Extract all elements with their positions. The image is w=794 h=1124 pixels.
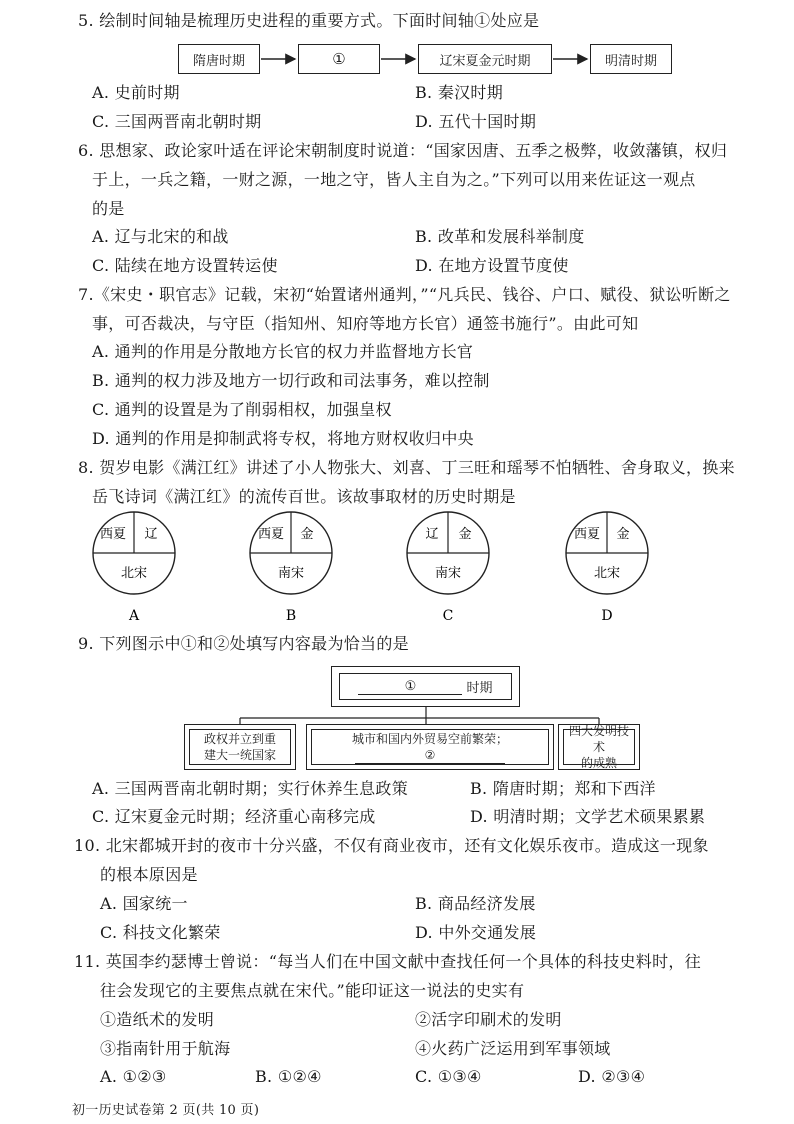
circle-a-label: A	[128, 608, 140, 623]
q7-stem-line-1: 7.《宋史・职官志》记载，宋初“始置诸州通判，”“凡兵民、钱谷、户口、赋役、狱讼听断之	[78, 285, 731, 304]
q6-option-b: B. 改革和发展科举制度	[415, 227, 585, 246]
q10-option-c: C. 科技文化繁荣	[100, 923, 221, 942]
q7-option-d: D. 通判的作用是抑制武将专权，将地方财权收归中央	[92, 429, 474, 448]
circle-b	[250, 512, 332, 623]
timeline-box-3: 辽宋夏金元时期	[418, 44, 552, 74]
q6-stem-line-1: 6. 思想家、政论家叶适在评论宋朝制度时说道：“国家因唐、五季之极弊，收敛藩镇，权归	[78, 141, 728, 160]
q11-option-c: C. ①③④	[415, 1067, 482, 1086]
q11-stem-line-1: 11. 英国李约瑟博士曾说：“每当人们在中国文献中查找任何一个具体的科技史料时，往	[74, 952, 702, 971]
q9-option-b: B. 隋唐时期；郑和下西洋	[470, 779, 656, 798]
q10-option-a: A. 国家统一	[100, 894, 188, 913]
circle-b-top-left: 西夏	[257, 527, 285, 542]
circle-a-bottom: 北宋	[120, 566, 148, 581]
q11-item-1: ①造纸术的发明	[100, 1010, 215, 1029]
q9-connectors	[0, 706, 794, 726]
q11-option-a: A. ①②③	[100, 1067, 167, 1086]
q9-box-mid	[306, 724, 554, 770]
circle-c-bottom: 南宋	[434, 566, 462, 581]
q11-option-d: D. ②③④	[578, 1067, 646, 1086]
q9-box-right-line-2: 的成熟	[580, 756, 617, 770]
circle-d-label: D	[601, 608, 613, 623]
q5-option-b: B. 秦汉时期	[415, 83, 504, 102]
circle-a-top-left: 西夏	[99, 527, 127, 542]
circle-c	[407, 512, 489, 623]
q9-blank-2: ②	[355, 747, 505, 764]
q6-option-c: C. 陆续在地方设置转运使	[92, 256, 278, 275]
q10-option-d: D. 中外交通发展	[415, 923, 537, 942]
q9-option-d: D. 明清时期；文学艺术硕果累累	[470, 807, 706, 826]
circle-b-label: B	[285, 608, 297, 623]
q9-box-left-line-1: 政权并立到重	[203, 732, 276, 746]
circle-d-bottom: 北宋	[593, 566, 621, 581]
q11-item-2: ②活字印刷术的发明	[415, 1010, 562, 1029]
q10-stem-line-1: 10. 北宋都城开封的夜市十分兴盛，不仅有商业夜市，还有文化娱乐夜市。造成这一现象	[74, 836, 709, 855]
page-footer: 初一历史试卷第 2 页(共 10 页)	[72, 1103, 260, 1118]
circle-b-bottom: 南宋	[277, 566, 305, 581]
q9-box-right	[558, 724, 640, 770]
timeline-box-2: ①	[298, 44, 380, 74]
q7-stem-line-2: 事，可否裁决，与守臣（指知州、知府等地方长官）通签书施行”。由此可知	[92, 314, 639, 333]
circle-d-top-left: 西夏	[573, 527, 601, 542]
q6-stem-line-2: 于上，一兵之籍，一财之源，一地之守，皆人主自为之。”下列可以用来佐证这一观点	[92, 170, 696, 189]
q6-option-d: D. 在地方设置节度使	[415, 256, 569, 275]
q9-box-mid-line-1: 城市和国内外贸易空前繁荣；	[351, 731, 508, 746]
timeline-arrows	[0, 0, 794, 90]
circle-a-top-right: 辽	[144, 527, 158, 542]
q10-stem-line-2: 的根本原因是	[100, 865, 198, 884]
q9-option-c: C. 辽宋夏金元时期；经济重心南移完成	[92, 807, 376, 826]
q5-stem: 5. 绘制时间轴是梳理历史进程的重要方式。下面时间轴①处应是	[78, 11, 540, 30]
circle-d	[566, 512, 648, 623]
q8-stem-line-2: 岳飞诗词《满江红》的流传百世。该故事取材的历史时期是	[92, 487, 516, 506]
q11-stem-line-2: 往会发现它的主要焦点就在宋代。”能印证这一说法的史实有	[100, 981, 525, 1000]
q7-option-c: C. 通判的设置是为了削弱相权，加强皇权	[92, 400, 392, 419]
q10-option-b: B. 商品经济发展	[415, 894, 536, 913]
q9-stem: 9. 下列图示中①和②处填写内容最为恰当的是	[78, 634, 409, 653]
q9-blank-1: ①	[358, 679, 462, 695]
circle-c-top-right: 金	[458, 527, 472, 542]
q9-box-left-line-2: 建大一统国家	[203, 748, 276, 762]
q9-top-suffix: 时期	[466, 681, 493, 696]
q7-option-a: A. 通判的作用是分散地方长官的权力并监督地方长官	[92, 342, 474, 361]
q9-box-left	[184, 724, 296, 770]
circle-d-top-right: 金	[616, 527, 630, 542]
q7-option-b: B. 通判的权力涉及地方一切行政和司法事务，难以控制	[92, 371, 490, 390]
q6-stem-line-3: 的是	[92, 199, 125, 218]
q5-option-a: A. 史前时期	[92, 83, 180, 102]
q8-stem-line-1: 8. 贺岁电影《满江红》讲述了小人物张大、刘喜、丁三旺和瑶琴不怕牺牲、舍身取义，换来	[78, 458, 735, 477]
timeline-box-1: 隋唐时期	[178, 44, 260, 74]
q8-circle-diagrams	[0, 508, 794, 623]
q11-item-3: ③指南针用于航海	[100, 1039, 231, 1058]
q9-option-a: A. 三国两晋南北朝时期；实行休养生息政策	[92, 779, 409, 798]
q5-option-d: D. 五代十国时期	[415, 112, 537, 131]
q9-top-inner	[339, 673, 512, 700]
q5-option-c: C. 三国两晋南北朝时期	[92, 112, 262, 131]
q11-item-4: ④火药广泛运用到军事领域	[415, 1039, 611, 1058]
q9-box-right-line-1: 四大发明技术	[568, 724, 629, 754]
q11-option-b: B. ①②④	[255, 1067, 322, 1086]
circle-a	[93, 512, 175, 623]
q9-top-box	[331, 666, 520, 707]
timeline-box-4: 明清时期	[590, 44, 672, 74]
q6-option-a: A. 辽与北宋的和战	[92, 227, 229, 246]
circle-c-top-left: 辽	[425, 527, 439, 542]
circle-c-label: C	[442, 608, 454, 623]
circle-b-top-right: 金	[300, 527, 314, 542]
